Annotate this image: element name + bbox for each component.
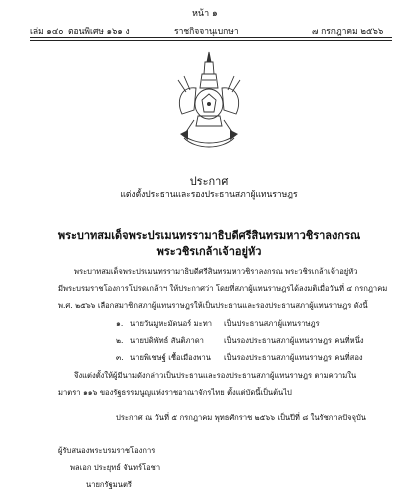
body-paragraph-2-line-2: มาตรา ๑๑๖ ของรัฐธรรมนูญแห่งราชอาณาจักรไทย ตั้งแต่บัดนี้เป็นต้นไป [58,388,292,397]
appointee-number: ๓. [116,353,124,362]
announcement-title: ประกาศ [189,175,229,188]
appointee-name: นายวันมูหะมัดนอร์ มะทา [130,319,212,328]
appointee-name: นายปดิพัทธ์ สันติภาดา [130,336,204,345]
body-paragraph-2-line-1: จึงแต่งตั้งให้ผู้มีนามดังกล่าวเป็นประธานและรองประธานสภาผู้แทนราษฎร ตามความใน [74,371,357,380]
page-number: หน้า ๑ [192,9,218,19]
body-paragraph-1-line-2: มีพระบรมราชโองการโปรดเกล้าฯ ให้ประกาศว่า โดยที่สภาผู้แทนราษฎรได้ลงมติเมื่อวันที่ ๔ กรกฎาคม [58,284,388,293]
header-rule [30,37,392,38]
countersign-name: พลเอก ประยุทธ์ จันทร์โอชา [70,463,161,472]
royal-name-line-1: พระบาทสมเด็จพระปรเมนทรรามาธิบดีศรีสินทรมหาวชิราลงกรณ [57,229,361,242]
gazette-date: ๗ กรกฎาคม ๒๕๖๖ [312,27,384,37]
appointee-number: ๒. [116,336,124,345]
royal-name-line-2: พระวชิรเกล้าเจ้าอยู่หัว [156,245,262,258]
countersign-title: นายกรัฐมนตรี [86,480,132,489]
appointee-position: เป็นรองประธานสภาผู้แทนราษฎร คนที่หนึ่ง [224,336,364,345]
garuda-royal-emblem-icon [174,50,244,158]
countersign-heading: ผู้รับสนองพระบรมราชโองการ [58,446,156,455]
section-label: ตอนพิเศษ ๑๖๑ ง [68,27,130,37]
publication-name: ราชกิจจานุเบกษา [174,27,239,37]
announcement-subtitle: แต่งตั้งประธานและรองประธานสภาผู้แทนราษฎร [120,190,298,200]
volume-label: เล่ม ๑๔๐ [30,27,64,37]
header-rule-secondary [30,40,392,41]
appointee-number: ๑. [116,319,124,328]
appointee-name: นายพิเชษฐ์ เชื้อเมืองพาน [130,353,211,362]
body-paragraph-1-line-3: พ.ศ. ๒๕๖๖ เลือกสมาชิกสภาผู้แทนราษฎรให้เป็นประธานและรองประธานสภาผู้แทนราษฎร ดังนี้ [58,301,368,310]
given-date-line: ประกาศ ณ วันที่ ๕ กรกฎาคม พุทธศักราช ๒๕๖๖ เป็นปีที่ ๘ ในรัชกาลปัจจุบัน [116,413,366,422]
appointee-position: เป็นประธานสภาผู้แทนราษฎร [224,319,320,328]
appointee-position: เป็นรองประธานสภาผู้แทนราษฎร คนที่สอง [224,353,363,362]
body-paragraph-1-line-1: พระบาทสมเด็จพระปรเมนทรรามาธิบดีศรีสินทรมหาวชิราลงกรณ พระวชิรเกล้าเจ้าอยู่หัว [74,267,358,276]
